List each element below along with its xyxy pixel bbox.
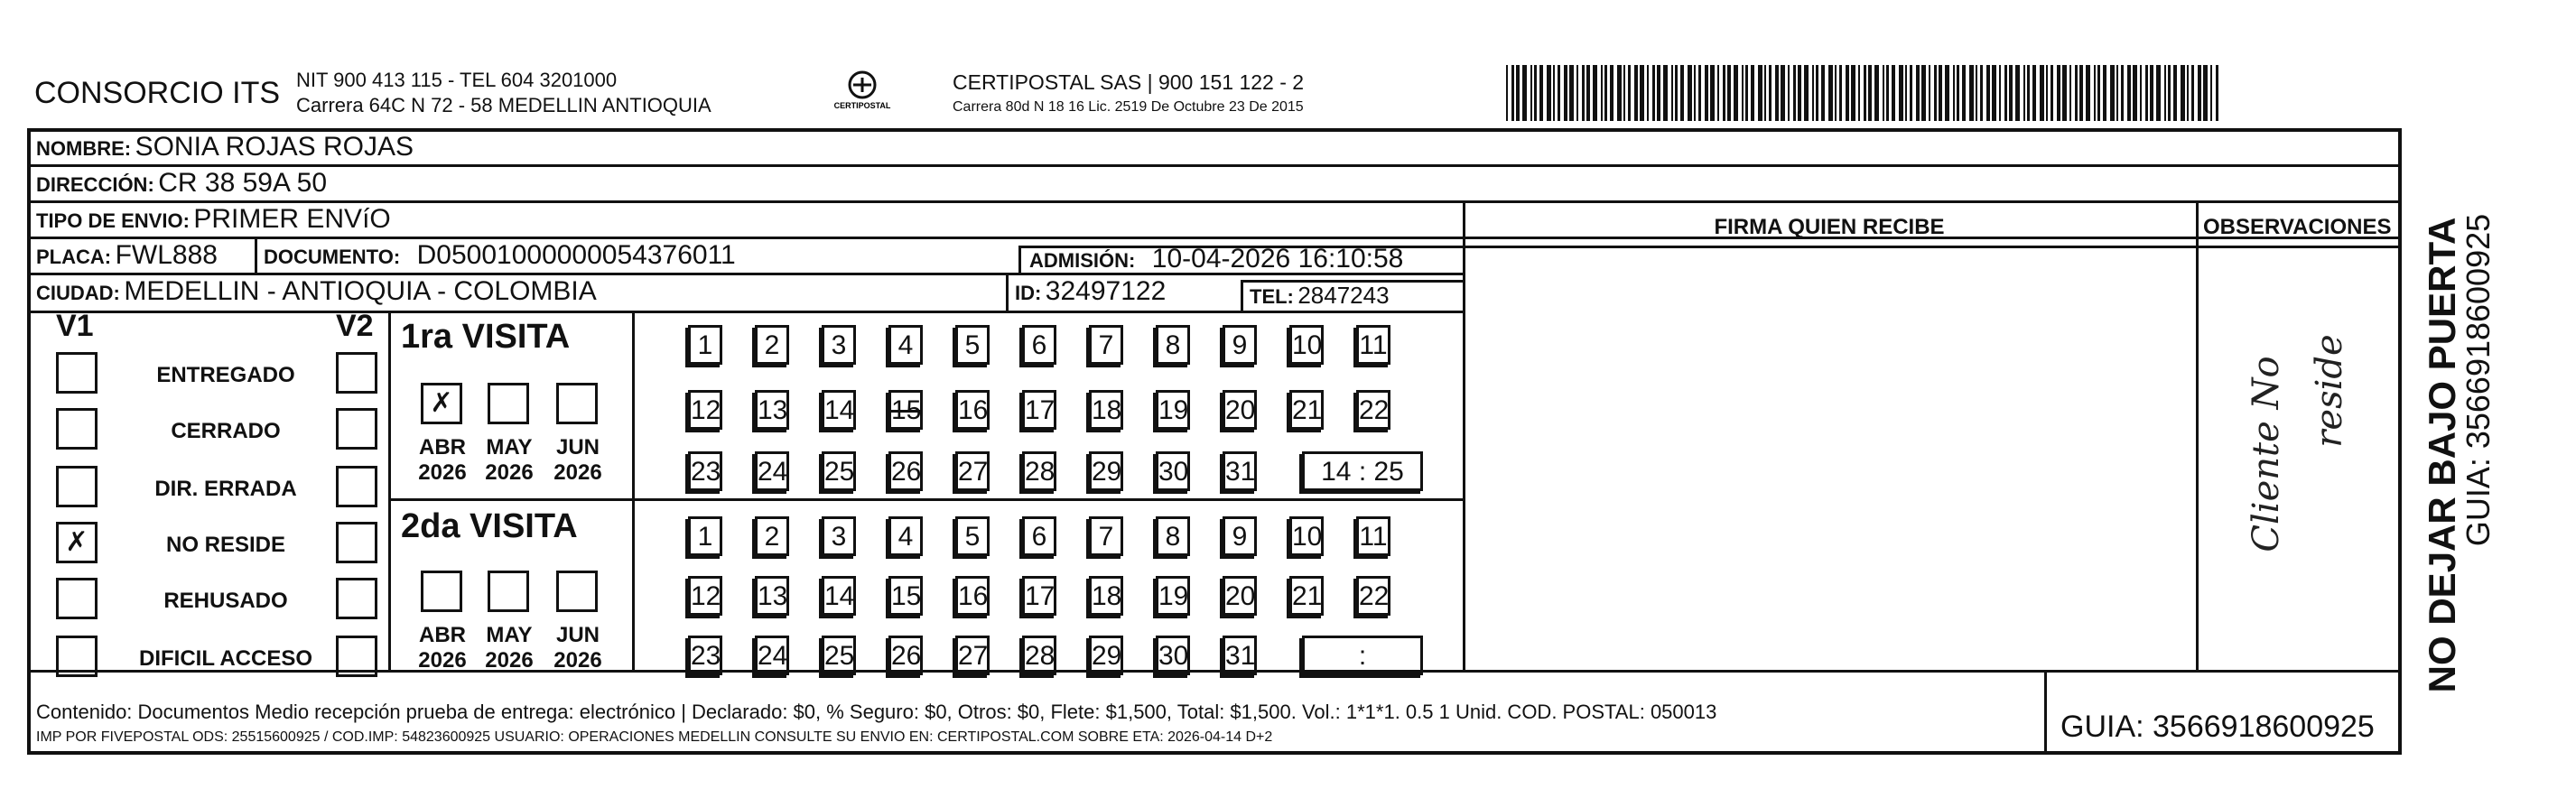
day-box[interactable]: 12 [688, 576, 722, 616]
day-box[interactable]: 20 [1223, 576, 1257, 616]
firma-header: FIRMA QUIEN RECIBE [1714, 215, 1945, 239]
day-box[interactable]: 13 [755, 390, 789, 430]
month-checkbox[interactable] [556, 571, 598, 612]
direccion-value: CR 38 59A 50 [158, 168, 328, 198]
tipo-label: TIPO DE ENVIO: [36, 209, 190, 232]
admision-value: 10-04-2026 16:10:58 [1151, 244, 1404, 274]
status-label: REHUSADO [163, 589, 288, 613]
placa-row [36, 240, 218, 271]
day-box[interactable]: 10 [1289, 325, 1324, 365]
day-box[interactable]: 14 [822, 576, 856, 616]
tipo-row [36, 204, 391, 235]
nombre-label: NOMBRE: [36, 137, 132, 160]
day-box[interactable]: 30 [1156, 451, 1190, 491]
day-box[interactable]: 21 [1289, 390, 1324, 430]
month-label: ABR [419, 623, 466, 647]
year-label: 2026 [485, 460, 534, 485]
nombre-value: SONIA ROJAS ROJAS [135, 132, 414, 162]
v1-checkbox[interactable] [56, 636, 98, 677]
month-checkbox[interactable]: ✗ [421, 383, 462, 424]
day-box[interactable]: 2 [755, 516, 789, 556]
year-label: 2026 [418, 460, 467, 485]
v2-checkbox[interactable] [336, 578, 377, 619]
day-box[interactable]: 4 [888, 516, 923, 556]
side-guia: GUIA: 3566918600925 [2460, 213, 2497, 547]
day-box[interactable]: 16 [955, 390, 990, 430]
day-box[interactable]: 31 [1223, 636, 1257, 675]
year-label: 2026 [418, 648, 467, 673]
month-label: MAY [486, 435, 533, 459]
footer-imp: IMP POR FIVEPOSTAL ODS: 25515600925 / COD.IMP: 54823600925 USUARIO: OPERACIONES MEDELLIN CONSULTE SU ENVIO EN: CERTIPOSTAL.COM SOBRE ETA: 2026-04-14 D+2 [36, 729, 1273, 745]
ciudad-row [36, 276, 597, 307]
side-text [2406, 144, 2576, 758]
day-box[interactable]: 23 [688, 451, 722, 491]
day-box[interactable]: 15 [888, 390, 923, 430]
day-box[interactable]: 23 [688, 636, 722, 675]
day-box[interactable]: 22 [1356, 390, 1390, 430]
time-box[interactable]: : [1302, 636, 1423, 675]
no-dejar-bajo-puerta: NO DEJAR BAJO PUERTA [2421, 217, 2463, 693]
day-box[interactable]: 6 [1022, 325, 1056, 365]
day-box[interactable]: 8 [1156, 325, 1190, 365]
v2-checkbox[interactable] [336, 636, 377, 677]
admision-row [1029, 244, 1403, 274]
v1-checkbox[interactable] [56, 352, 98, 394]
day-box[interactable]: 8 [1156, 516, 1190, 556]
day-box[interactable]: 13 [755, 576, 789, 616]
id-label: ID: [1015, 282, 1042, 304]
handwriting-line-1: Cliente No [2246, 356, 2287, 552]
month-checkbox[interactable] [421, 571, 462, 612]
month-label: JUN [555, 435, 600, 459]
status-label: CERRADO [171, 419, 281, 443]
v2-checkbox[interactable] [336, 466, 377, 507]
observaciones-header: OBSERVACIONES [2203, 215, 2392, 239]
day-box[interactable]: 18 [1089, 576, 1123, 616]
day-box[interactable]: 24 [755, 636, 789, 675]
day-box[interactable]: 7 [1089, 325, 1123, 365]
day-box[interactable]: 26 [888, 451, 923, 491]
barcode [1506, 65, 2228, 121]
documento-label: DOCUMENTO: [264, 246, 401, 268]
documento-row [264, 240, 736, 271]
month-checkbox[interactable] [556, 383, 598, 424]
ciudad-label: CIUDAD: [36, 282, 120, 304]
second-visit-title: 2da VISITA [401, 507, 578, 545]
day-box[interactable]: 19 [1156, 576, 1190, 616]
day-box[interactable]: 20 [1223, 390, 1257, 430]
tel-value: 2847243 [1297, 282, 1390, 309]
day-box[interactable]: 29 [1089, 636, 1123, 675]
svg-text:CERTIPOSTAL: CERTIPOSTAL [833, 101, 891, 110]
firma-area[interactable] [1466, 249, 2194, 668]
month-checkbox[interactable] [488, 383, 529, 424]
tel-label: TEL: [1250, 285, 1294, 308]
day-box[interactable]: 10 [1289, 516, 1324, 556]
day-box[interactable]: 11 [1356, 325, 1390, 365]
year-label: 2026 [553, 460, 602, 485]
month-label: MAY [486, 623, 533, 647]
first-visit-title: 1ra VISITA [401, 318, 571, 356]
placa-value: FWL888 [115, 240, 218, 270]
day-box[interactable]: 17 [1022, 576, 1056, 616]
v2-label: V2 [336, 309, 374, 343]
footer-contents: Contenido: Documentos Medio recepción prueba de entrega: electrónico | Declarado: $0, % Seguro: $0, Otros: $0, Flete: $1,500, Total: $1,500. Vol.: 1*1*1. 0.5 1 Unid. COD. POSTAL: 050013 [36, 701, 1717, 723]
month-label: ABR [419, 435, 466, 459]
year-label: 2026 [485, 648, 534, 673]
status-label: DIFICIL ACCESO [138, 646, 312, 671]
logo-icon [831, 69, 894, 119]
month-label: JUN [555, 623, 600, 647]
day-box[interactable]: 31 [1223, 451, 1257, 491]
day-box[interactable]: 30 [1156, 636, 1190, 675]
tipo-value: PRIMER ENVíO [193, 204, 391, 234]
direccion-row [36, 168, 327, 199]
status-label: DIR. ERRADA [154, 477, 297, 501]
v1-checkbox[interactable]: ✗ [56, 522, 98, 563]
day-box[interactable]: 12 [688, 390, 722, 430]
v1-checkbox[interactable] [56, 408, 98, 450]
day-box[interactable]: 6 [1022, 516, 1056, 556]
day-box[interactable]: 4 [888, 325, 923, 365]
placa-label: PLACA: [36, 246, 112, 268]
status-label: ENTREGADO [156, 363, 295, 387]
status-label: NO RESIDE [165, 533, 286, 557]
direccion-label: DIRECCIÓN: [36, 173, 154, 196]
year-label: 2026 [553, 648, 602, 673]
day-box[interactable]: 18 [1089, 390, 1123, 430]
day-box[interactable]: 25 [822, 636, 856, 675]
day-box[interactable]: 28 [1022, 451, 1056, 491]
day-box[interactable]: 26 [888, 636, 923, 675]
v1-label: V1 [56, 309, 94, 343]
day-box[interactable]: 15 [888, 576, 923, 616]
id-value: 32497122 [1045, 276, 1167, 306]
day-box[interactable]: 9 [1223, 516, 1257, 556]
handwriting-line-2: reside [2309, 334, 2350, 448]
day-box[interactable]: 1 [688, 325, 722, 365]
footer-guia: GUIA: 3566918600925 [2060, 710, 2375, 744]
day-box[interactable]: 29 [1089, 451, 1123, 491]
day-box[interactable]: 27 [955, 451, 990, 491]
day-box[interactable]: 17 [1022, 390, 1056, 430]
month-checkbox[interactable] [488, 571, 529, 612]
admision-label: ADMISIÓN: [1029, 249, 1136, 272]
v2-checkbox[interactable] [336, 522, 377, 563]
id-row [1015, 276, 1166, 307]
company-name: CONSORCIO ITS [34, 76, 281, 110]
day-box[interactable]: 28 [1022, 636, 1056, 675]
day-box[interactable]: 11 [1356, 516, 1390, 556]
day-box[interactable]: 5 [955, 516, 990, 556]
day-box[interactable]: 27 [955, 636, 990, 675]
day-box[interactable]: 21 [1289, 576, 1324, 616]
day-box[interactable]: 19 [1156, 390, 1190, 430]
ciudad-value: MEDELLIN - ANTIOQUIA - COLOMBIA [124, 276, 597, 306]
day-box[interactable]: 16 [955, 576, 990, 616]
day-box[interactable]: 7 [1089, 516, 1123, 556]
v2-checkbox[interactable] [336, 408, 377, 450]
day-box[interactable]: 2 [755, 325, 789, 365]
v2-checkbox[interactable] [336, 352, 377, 394]
day-box[interactable]: 3 [822, 325, 856, 365]
day-box[interactable]: 24 [755, 451, 789, 491]
tel-row [1250, 282, 1390, 310]
day-box[interactable]: 5 [955, 325, 990, 365]
day-box[interactable]: 22 [1356, 576, 1390, 616]
day-box[interactable]: 25 [822, 451, 856, 491]
day-box[interactable]: 3 [822, 516, 856, 556]
nombre-row [36, 132, 414, 162]
time-box[interactable]: 14 : 25 [1302, 451, 1423, 491]
company-address: Carrera 64C N 72 - 58 MEDELLIN ANTIOQUIA [296, 94, 711, 116]
v1-checkbox[interactable] [56, 578, 98, 619]
carrier-license: Carrera 80d N 18 16 Lic. 2519 De Octubre 23 De 2015 [953, 99, 1304, 115]
company-nit: NIT 900 413 115 - TEL 604 3201000 [296, 69, 618, 91]
carrier-name: CERTIPOSTAL SAS | 900 151 122 - 2 [953, 70, 1305, 94]
day-box[interactable]: 9 [1223, 325, 1257, 365]
documento-value: D05001000000054376011 [416, 240, 736, 270]
observaciones-handwriting [2203, 253, 2375, 668]
day-box[interactable]: 14 [822, 390, 856, 430]
day-box[interactable]: 1 [688, 516, 722, 556]
certipostal-logo [831, 69, 894, 119]
v1-checkbox[interactable] [56, 466, 98, 507]
